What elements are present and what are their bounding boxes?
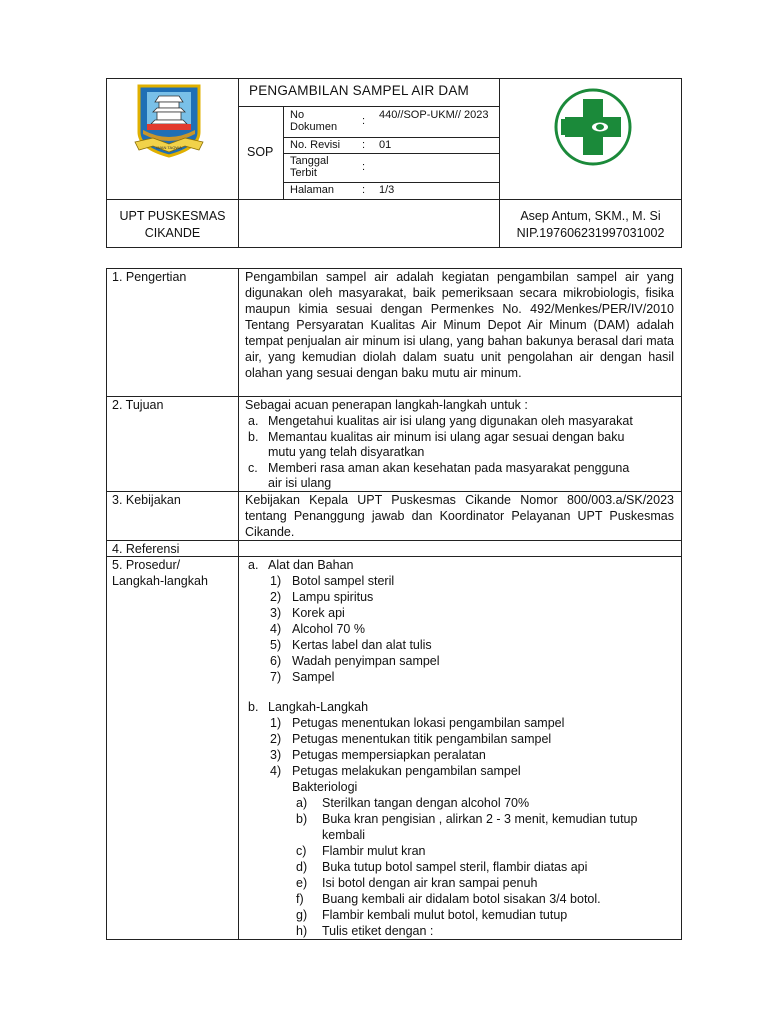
- list-marker: h): [296, 924, 308, 938]
- list-marker: c.: [248, 461, 258, 475]
- field-halaman-value: 1/3: [379, 184, 395, 196]
- section-label: 4. Referensi: [112, 542, 180, 556]
- langkah-title: Langkah-Langkah: [268, 700, 369, 714]
- signer-nip: NIP.197606231997031002: [516, 226, 665, 240]
- list-marker: 1): [270, 716, 282, 730]
- list-item: Petugas melakukan pengambilan sampel: [292, 764, 521, 778]
- list-marker: a.: [248, 414, 259, 428]
- banten-logo: [133, 82, 205, 160]
- list-item: Sampel: [292, 670, 335, 684]
- list-item: Buang kembali air didalam botol sisakan 3/4 botol.: [322, 892, 601, 906]
- list-marker: 3): [270, 748, 282, 762]
- section-label: Langkah-langkah: [112, 574, 208, 588]
- list-item: kembali: [322, 828, 366, 842]
- pengertian-text: Pengambilan sampel air adalah kegiatan pengambilan sampel air yang digunakan oleh masyarakat, baik pemeriksaan secara mikrobiologis, fisika maupun kimia sesuai dengan Permenkes No. 492/Menkes/PER/IV/2010 Tentang Persyaratan Kualitas Air Minum Depot Air Minum (DAM) adalah tempat penjualan air minum isi ulang, yang bahan bakunya berasal dari mata air, yang kemudian diolah dalam suatu unit pengolahan air dengan hasil olahan yang sesuai dengan baku mutu air minum.: [245, 270, 674, 380]
- list-item: Sterilkan tangan dengan alcohol 70%: [322, 796, 530, 810]
- field-tanggal-label: Tanggal Terbit: [290, 155, 329, 179]
- list-item: Petugas mempersiapkan peralatan: [292, 748, 486, 762]
- list-marker: 2): [270, 590, 282, 604]
- list-item: Buka kran pengisian , alirkan 2 - 3 menit, kemudian tutup: [322, 812, 638, 826]
- list-marker: 4): [270, 622, 282, 636]
- section-label: 5. Prosedur/: [112, 558, 181, 572]
- section-label: 1. Pengertian: [112, 270, 187, 284]
- list-item: Petugas menentukan lokasi pengambilan sampel: [292, 716, 565, 730]
- list-item: air isi ulang: [268, 476, 332, 490]
- org-name: UPT PUSKESMAS CIKANDE: [119, 209, 226, 240]
- tujuan-intro: Sebagai acuan penerapan langkah-langkah untuk :: [245, 398, 528, 412]
- list-item: Memantau kualitas air minum isi ulang agar sesuai dengan baku: [268, 430, 625, 444]
- section-label: 2. Tujuan: [112, 398, 164, 412]
- field-no-dokumen-value: 440//SOP-UKM// 2023: [379, 109, 489, 121]
- list-marker: c): [296, 844, 307, 858]
- alat-title: Alat dan Bahan: [268, 558, 354, 572]
- signer-name: Asep Antum, SKM., M. Si: [520, 209, 661, 223]
- field-no-dokumen-label: No Dokumen: [290, 109, 338, 133]
- list-marker: b.: [248, 700, 259, 714]
- list-item: Botol sampel steril: [292, 574, 395, 588]
- list-item: Kertas label dan alat tulis: [292, 638, 432, 652]
- list-item: Isi botol dengan air kran sampai penuh: [322, 876, 538, 890]
- list-item: Memberi rasa aman akan kesehatan pada masyarakat pengguna: [268, 461, 630, 475]
- list-item: Mengetahui kualitas air isi ulang yang digunakan oleh masyarakat: [268, 414, 633, 428]
- list-item: Korek api: [292, 606, 345, 620]
- document-title: PENGAMBILAN SAMPEL AIR DAM: [249, 83, 470, 98]
- signer: [500, 208, 681, 242]
- list-item: Buka tutup botol sampel steril, flambir diatas api: [322, 860, 588, 874]
- list-marker: e): [296, 876, 308, 890]
- list-marker: b.: [248, 430, 259, 444]
- list-marker: 1): [270, 574, 282, 588]
- list-item: mutu yang telah disyaratkan: [268, 445, 425, 459]
- list-item: Tulis etiket dengan :: [322, 924, 434, 938]
- list-item: Alcohol 70 %: [292, 622, 365, 636]
- list-marker: g): [296, 908, 308, 922]
- list-item: Flambir kembali mulut botol, kemudian tutup: [322, 908, 568, 922]
- list-marker: 5): [270, 638, 282, 652]
- field-sep: :: [362, 161, 366, 173]
- list-item: Wadah penyimpan sampel: [292, 654, 440, 668]
- field-sep: :: [362, 184, 366, 196]
- list-marker: 3): [270, 606, 282, 620]
- list-item: Lampu spiritus: [292, 590, 374, 604]
- section-label: 3. Kebijakan: [112, 493, 181, 507]
- sop-label: SOP: [247, 145, 274, 159]
- bakteriologi-title: Bakteriologi: [292, 780, 358, 794]
- list-marker: 4): [270, 764, 282, 778]
- field-no-revisi-label: No. Revisi: [290, 139, 341, 151]
- field-sep: :: [362, 115, 366, 127]
- list-marker: d): [296, 860, 308, 874]
- field-no-revisi-value: 01: [379, 139, 392, 151]
- list-marker: 6): [270, 654, 282, 668]
- list-marker: b): [296, 812, 308, 826]
- field-sep: :: [362, 139, 366, 151]
- list-marker: 7): [270, 670, 282, 684]
- svg-text:IMAN TAQWA: IMAN TAQWA: [156, 145, 182, 150]
- list-marker: 2): [270, 732, 282, 746]
- list-marker: a): [296, 796, 308, 810]
- list-marker: a.: [248, 558, 259, 572]
- kebijakan-text: Kebijakan Kepala UPT Puskesmas Cikande Nomor 800/003.a/SK/2023 tentang Penanggung jawab dan Koordinator Pelayanan UPT Puskesmas Cikande.: [245, 493, 674, 539]
- puskesmas-logo: [553, 87, 633, 167]
- list-item: Flambir mulut kran: [322, 844, 426, 858]
- list-item: Petugas menentukan titik pengambilan sampel: [292, 732, 552, 746]
- list-marker: f): [296, 892, 304, 906]
- field-halaman-label: Halaman: [290, 184, 335, 196]
